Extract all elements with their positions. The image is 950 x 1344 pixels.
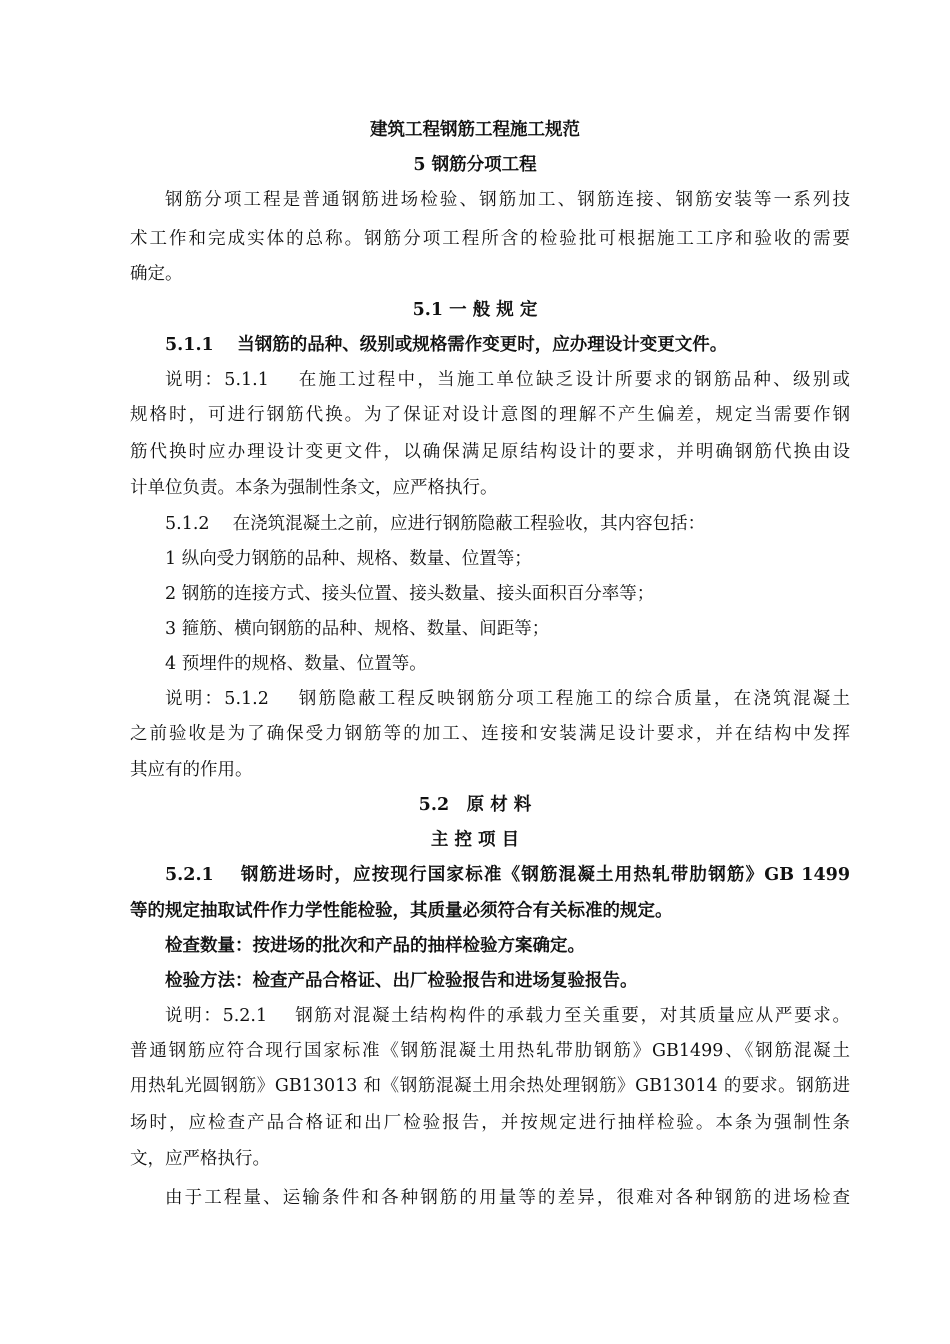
note-line: 用热轧光圆钢筋》GB13013 和《钢筋混凝土用余热处理钢筋》GB13014 的要求。钢筋进: [130, 1076, 850, 1096]
list-item: 1 纵向受力钢筋的品种、规格、数量、位置等；: [165, 549, 532, 569]
intro-line: 术工作和完成实体的总称。钢筋分项工程所含的检验批可根据施工工序和验收的需要: [130, 229, 850, 249]
clause-5-2-1: 等的规定抽取试件作力学性能检验，其质量必须符合有关标准的规定。: [130, 901, 673, 921]
note-line: 规格时，可进行钢筋代换。为了保证对设计意图的理解不产生偏差，规定当需要作钢: [130, 405, 850, 425]
clause-5-2-1: 5.2.1 钢筋进场时，应按现行国家标准《钢筋混凝土用热轧带肋钢筋》GB 1499: [165, 865, 850, 885]
section-heading-5-1: 5.1 一 般 规 定: [412, 300, 538, 320]
section-heading-5-2: 5.2 原 材 料: [418, 795, 532, 815]
intro-line: 钢筋分项工程是普通钢筋进场检验、钢筋加工、钢筋连接、钢筋安装等一系列技: [165, 190, 850, 210]
list-item: 3 箍筋、横向钢筋的品种、规格、数量、间距等；: [165, 619, 550, 639]
note-line: 场时，应检查产品合格证和出厂检验报告，并按规定进行抽样检验。本条为强制性条: [130, 1113, 850, 1133]
paragraph-line: 由于工程量、运输条件和各种钢筋的用量等的差异，很难对各种钢筋的进场检查: [165, 1188, 850, 1208]
note-line: 说明：5.2.1 钢筋对混凝土结构构件的承载力至关重要，对其质量应从严要求。: [165, 1006, 850, 1026]
note-line: 说明：5.1.1 在施工过程中，当施工单位缺乏设计所要求的钢筋品种、级别或: [165, 370, 850, 390]
clause-5-1-1: 5.1.1 当钢筋的品种、级别或规格需作变更时，应办理设计变更文件。: [165, 335, 728, 355]
note-line: 说明：5.1.2 钢筋隐蔽工程反映钢筋分项工程施工的综合质量，在浇筑混凝土: [165, 689, 850, 709]
check-method: 检验方法：检查产品合格证、出厂检验报告和进场复验报告。: [165, 971, 638, 991]
subsection-heading: 主 控 项 目: [430, 830, 520, 850]
document-title: 建筑工程钢筋工程施工规范: [370, 120, 580, 140]
chapter-heading: 5 钢筋分项工程: [413, 155, 537, 175]
note-line: 之前验收是为了确保受力钢筋等的加工、连接和安装满足设计要求，并在结构中发挥: [130, 724, 850, 744]
note-line: 文，应严格执行。: [130, 1149, 270, 1169]
note-line: 普通钢筋应符合现行国家标准《钢筋混凝土用热轧带肋钢筋》GB1499、《钢筋混凝土: [130, 1041, 850, 1061]
note-line: 筋代换时应办理设计变更文件，以确保满足原结构设计的要求，并明确钢筋代换由设: [130, 442, 850, 462]
list-item: 2 钢筋的连接方式、接头位置、接头数量、接头面积百分率等；: [165, 584, 655, 604]
note-line: 其应有的作用。: [130, 760, 253, 780]
clause-5-1-2: 5.1.2 在浇筑混凝土之前，应进行钢筋隐蔽工程验收，其内容包括：: [165, 514, 706, 534]
list-item: 4 预埋件的规格、数量、位置等。: [165, 654, 427, 674]
intro-line: 确定。: [130, 264, 183, 284]
note-line: 计单位负责。本条为强制性条文，应严格执行。: [130, 478, 498, 498]
check-quantity: 检查数量：按进场的批次和产品的抽样检验方案确定。: [165, 936, 585, 956]
